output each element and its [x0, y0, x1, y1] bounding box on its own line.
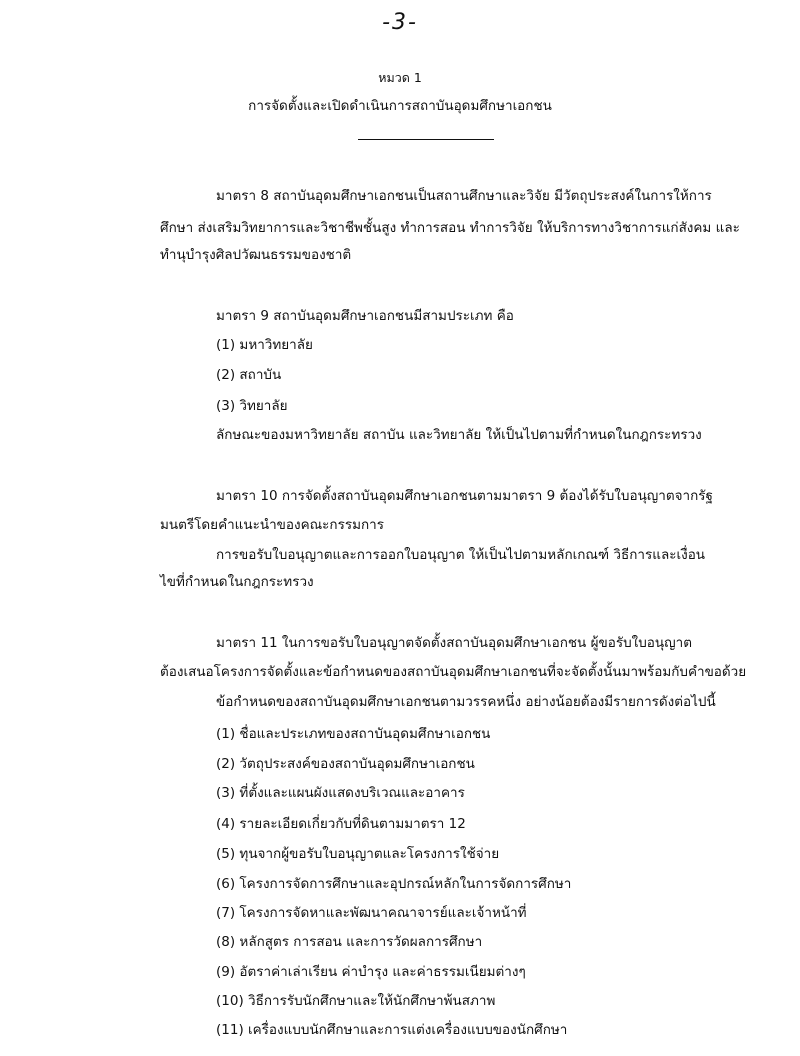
paragraph-line: ลักษณะของมหาวิทยาลัย สถาบัน และวิทยาลัย ให้เป็นไปตามที่กำหนดในกฎกระทรวง — [216, 427, 702, 443]
paragraph-line: การขอรับใบอนุญาตและการออกใบอนุญาต ให้เป็นไปตามหลักเกณฑ์ วิธีการและเงื่อน — [216, 547, 706, 563]
list-item: (2) วัตถุประสงค์ของสถาบันอุดมศึกษาเอกชน — [216, 756, 475, 772]
paragraph-line: มนตรีโดยคำแนะนำของคณะกรรมการ — [160, 517, 384, 533]
paragraph-line: ข้อกำหนดของสถาบันอุดมศึกษาเอกชนตามวรรคหนึ่ง อย่างน้อยต้องมีรายการดังต่อไปนี้ — [216, 694, 716, 710]
paragraph-line: มาตรา 11 ในการขอรับใบอนุญาตจัดตั้งสถาบันอุดมศึกษาเอกชน ผู้ขอรับใบอนุญาต — [216, 635, 692, 651]
list-item: (3) วิทยาลัย — [216, 398, 288, 414]
list-item: (7) โครงการจัดหาและพัฒนาคณาจารย์และเจ้าหน้าที่ — [216, 905, 527, 921]
list-item: (10) วิธีการรับนักศึกษาและให้นักศึกษาพ้นสภาพ — [216, 993, 496, 1009]
list-item: (3) ที่ตั้งและแผนผังแสดงบริเวณและอาคาร — [216, 785, 465, 801]
list-item: (11) เครื่องแบบนักศึกษาและการแต่งเครื่องแบบของนักศึกษา — [216, 1022, 568, 1038]
paragraph-line: มาตรา 9 สถาบันอุดมศึกษาเอกชนมีสามประเภท คือ — [216, 308, 514, 324]
chapter-subtitle: การจัดตั้งและเปิดดำเนินการสถาบันอุดมศึกษาเอกชน — [248, 98, 552, 114]
paragraph-line: มาตรา 10 การจัดตั้งสถาบันอุดมศึกษาเอกชนตามมาตรา 9 ต้องได้รับใบอนุญาตจากรัฐ — [216, 488, 714, 504]
title-divider — [358, 139, 494, 140]
list-item: (5) ทุนจากผู้ขอรับใบอนุญาตและโครงการใช้จ่าย — [216, 846, 500, 862]
paragraph-line: ไขที่กำหนดในกฎกระทรวง — [160, 574, 314, 590]
list-item: (8) หลักสูตร การสอน และการวัดผลการศึกษา — [216, 934, 483, 950]
chapter-title: หมวด 1 — [378, 70, 422, 85]
paragraph-line: ศึกษา ส่งเสริมวิทยาการและวิชาชีพชั้นสูง ทำการสอน ทำการวิจัย ให้บริการทางวิชาการแก่สังคม และ — [160, 220, 740, 236]
list-item: (1) มหาวิทยาลัย — [216, 337, 313, 353]
list-item: (2) สถาบัน — [216, 367, 282, 383]
list-item: (4) รายละเอียดเกี่ยวกับที่ดินตามมาตรา 12 — [216, 816, 466, 832]
paragraph-line: ต้องเสนอโครงการจัดตั้งและข้อกำหนดของสถาบันอุดมศึกษาเอกชนที่จะจัดตั้งนั้นมาพร้อมกับคำขอด้วย — [160, 664, 747, 680]
list-item: (9) อัตราค่าเล่าเรียน ค่าบำรุง และค่าธรรมเนียมต่างๆ — [216, 964, 526, 980]
list-item: (6) โครงการจัดการศึกษาและอุปกรณ์หลักในการจัดการศึกษา — [216, 876, 572, 892]
page-number: -3- — [382, 10, 418, 35]
paragraph-line: มาตรา 8 สถาบันอุดมศึกษาเอกชนเป็นสถานศึกษาและวิจัย มีวัตถุประสงค์ในการให้การ — [216, 188, 712, 204]
paragraph-line: ทำนุบำรุงศิลปวัฒนธรรมของชาติ — [160, 247, 352, 263]
list-item: (1) ชื่อและประเภทของสถาบันอุดมศึกษาเอกชน — [216, 726, 491, 742]
